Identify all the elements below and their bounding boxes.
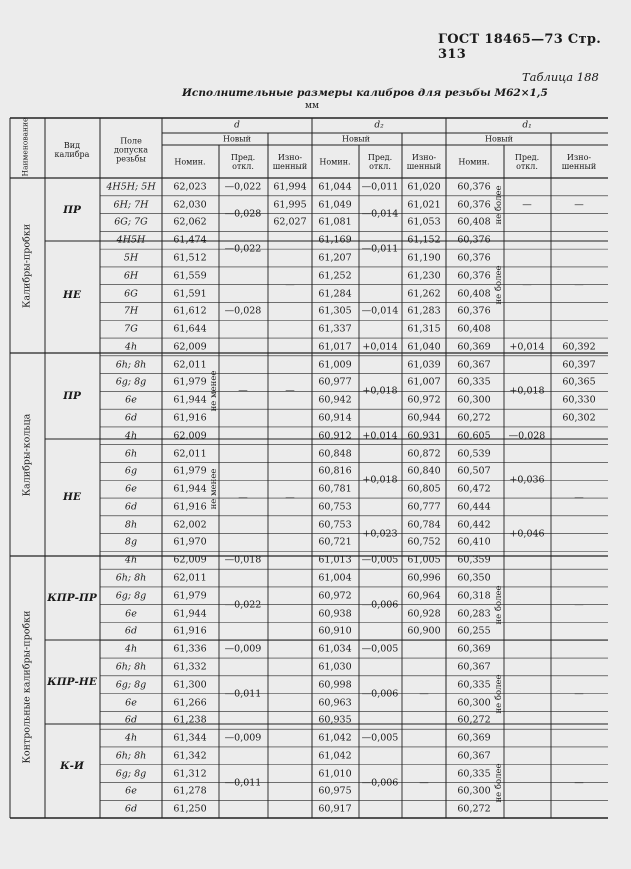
field-cell: 6H (123, 270, 139, 282)
value-cell: 60,539 (457, 448, 491, 460)
dev-cell: +0,046 (509, 528, 545, 540)
value-cell: 60,942 (318, 394, 352, 406)
value-cell: 60,977 (318, 376, 352, 388)
value-cell: 61,979 (173, 590, 207, 602)
col-header-worn: Изно- шенный (272, 153, 308, 171)
value-cell: 61,283 (407, 305, 441, 317)
dash-cell: — (574, 279, 584, 291)
dev-cell: +0,018 (362, 474, 398, 486)
value-cell: 60,605 (457, 430, 491, 442)
value-cell: 61,049 (318, 199, 352, 211)
value-cell: 60,369 (457, 643, 491, 655)
table-title: Исполнительные размеры калибров для резьбы М62×1,5 (182, 87, 548, 99)
field-cell: 6g; 8g (115, 768, 147, 780)
col-header-field: Поле допуска резьбы (113, 136, 149, 164)
value-cell: 60,914 (318, 412, 352, 424)
dev-cell: +0,018 (362, 385, 398, 397)
value-cell: 61,612 (173, 305, 207, 317)
value-cell: 60,848 (318, 448, 352, 460)
value-cell: 60,752 (407, 536, 441, 548)
field-cell: 4h (124, 430, 138, 442)
dev-cell: +0,014 (362, 430, 398, 442)
col-header-d: d (234, 120, 240, 131)
value-cell: 60,781 (318, 483, 352, 495)
dash-cell: — (419, 688, 429, 700)
value-cell: 60,910 (318, 625, 352, 637)
col-header-worn: Изно- шенный (561, 153, 597, 171)
field-cell: 6d (124, 803, 138, 815)
value-cell: 61,979 (173, 376, 207, 388)
field-cell: 6e (125, 697, 137, 708)
kind-cell: КПР-НЕ (47, 676, 97, 688)
value-cell: 60,335 (457, 768, 491, 780)
value-cell: 60,410 (457, 536, 491, 548)
value-cell: 60,300 (457, 697, 491, 708)
field-cell: 4h (124, 554, 138, 566)
field-cell: 6g; 8g (115, 679, 147, 691)
value-cell: 60,255 (457, 625, 491, 637)
field-cell: 4h (124, 732, 138, 744)
dev-cell: +0,014 (362, 341, 398, 353)
kind-cell: ПР (63, 390, 81, 402)
value-cell: 61,916 (173, 625, 207, 637)
field-cell: 7H (123, 305, 139, 317)
dev-cell: —0,006 (361, 599, 399, 611)
col-header-new: Новый (342, 134, 370, 144)
value-cell: 61,021 (407, 199, 441, 211)
value-cell: 62,011 (173, 448, 207, 460)
value-cell: 60,369 (457, 732, 491, 744)
value-cell: 61,312 (173, 768, 207, 780)
value-cell: 60,472 (457, 483, 491, 495)
value-cell: 60,444 (457, 501, 491, 513)
value-cell: 61,169 (318, 234, 352, 246)
value-cell: 61,039 (407, 359, 441, 371)
value-cell: 60,272 (457, 714, 491, 726)
value-cell: 60,367 (457, 359, 491, 371)
dev-cell: —0,006 (361, 777, 399, 789)
value-cell: 60,330 (562, 394, 596, 406)
value-cell: 60,721 (318, 536, 352, 548)
value-cell: 61,262 (407, 288, 441, 300)
value-cell: 61,042 (318, 750, 352, 762)
dev-cell: —0,009 (224, 732, 262, 744)
value-cell: 60,376 (457, 270, 491, 282)
field-cell: 4h (124, 341, 138, 353)
value-cell: 60,777 (407, 501, 441, 513)
value-cell: 61,315 (407, 323, 441, 335)
field-cell: 6e (125, 483, 137, 495)
value-cell: 60,507 (457, 465, 491, 477)
field-cell: 6d (124, 625, 138, 637)
kind-cell: КПР-ПР (47, 592, 97, 604)
value-cell: 61,017 (318, 341, 352, 353)
value-cell: 61,190 (407, 252, 441, 264)
col-header-new: Новый (485, 134, 513, 144)
dev-cell: —0,028 (224, 305, 262, 317)
value-cell: 60,944 (407, 412, 441, 424)
field-cell: 7G (124, 323, 138, 335)
value-cell: 60,350 (457, 572, 491, 584)
col-header-name: Наименование (20, 117, 30, 177)
value-cell: 60,376 (457, 181, 491, 193)
value-cell: 61,995 (273, 199, 307, 211)
dash-cell: — (419, 777, 429, 789)
kind-cell: НЕ (63, 491, 81, 503)
field-cell: 6g; 8g (115, 376, 147, 388)
value-cell: 61,238 (173, 714, 207, 726)
value-cell: 60,376 (457, 252, 491, 264)
dash-cell: — (574, 492, 584, 504)
field-cell: 8g (124, 536, 138, 548)
value-cell: 61,230 (407, 270, 441, 282)
value-cell: 60,300 (457, 394, 491, 406)
value-cell: 62,009 (173, 341, 207, 353)
field-cell: 6e (125, 785, 137, 797)
dash-cell: — (285, 492, 295, 504)
value-cell: 60,367 (457, 661, 491, 673)
value-cell: 61,591 (173, 288, 207, 300)
note-cell: не более (494, 185, 504, 225)
value-cell: 61,278 (173, 785, 207, 797)
field-cell: 6H; 7H (113, 199, 149, 211)
value-cell: 60,392 (562, 341, 596, 353)
value-cell: 60,318 (457, 590, 491, 602)
value-cell: 62,011 (173, 572, 207, 584)
dev-cell: —0,028 (508, 430, 546, 442)
dash-cell: — (238, 385, 248, 397)
group-label: Калибры-кольца (21, 413, 33, 497)
value-cell: 61,559 (173, 270, 207, 282)
field-cell: 6d (124, 714, 138, 726)
value-cell: 62,023 (173, 181, 207, 193)
value-cell: 60,367 (457, 750, 491, 762)
value-cell: 60,335 (457, 376, 491, 388)
field-cell: 4h (124, 643, 138, 655)
value-cell: 61,030 (318, 661, 352, 673)
dash-cell: — (522, 199, 532, 211)
dev-cell: +0,018 (509, 385, 545, 397)
value-cell: 60,935 (318, 714, 352, 726)
field-cell: 6G; 7G (114, 216, 148, 228)
field-cell: 6e (125, 608, 137, 620)
group-label: Калибры-пробки (21, 223, 33, 309)
dev-cell: —0,011 (224, 688, 262, 700)
value-cell: 60,805 (407, 483, 441, 495)
page-header: ГОСТ 18465—73 Стр. 313 (438, 32, 602, 62)
dev-cell: —0,022 (224, 599, 262, 611)
field-cell: 6h; 8h (115, 572, 147, 584)
value-cell: 61,512 (173, 252, 207, 264)
value-cell: 61,207 (318, 252, 352, 264)
value-cell: 61,336 (173, 643, 207, 655)
dash-cell: — (574, 777, 584, 789)
value-cell: 60,300 (457, 785, 491, 797)
value-cell: 60,365 (562, 376, 596, 388)
col-header-dev: Пред. откл. (230, 153, 256, 171)
value-cell: 60,972 (407, 394, 441, 406)
value-cell: 61,284 (318, 288, 352, 300)
value-cell: 61,944 (173, 608, 207, 620)
dash-cell: — (574, 599, 584, 611)
value-cell: 61,034 (318, 643, 352, 655)
value-cell: 62,009 (173, 430, 207, 442)
kind-cell: НЕ (63, 289, 81, 301)
dev-cell: —0,011 (361, 243, 399, 255)
value-cell: 62,009 (173, 554, 207, 566)
dev-cell: —0,011 (224, 777, 262, 789)
col-header-nom: Номин. (319, 157, 351, 167)
field-cell: 6d (124, 412, 138, 424)
col-header-d1: d₁ (522, 120, 532, 131)
dev-cell: +0,014 (509, 341, 545, 353)
table-label: Таблица 188 (522, 70, 599, 84)
value-cell: 60,972 (318, 590, 352, 602)
value-cell: 61,010 (318, 768, 352, 780)
value-cell: 60,369 (457, 341, 491, 353)
value-cell: 60,872 (407, 448, 441, 460)
col-header-nom: Номин. (174, 157, 206, 167)
field-cell: 6d (124, 501, 138, 513)
dev-cell: —0,014 (361, 208, 399, 220)
note-cell: не более (494, 265, 504, 305)
value-cell: 60,272 (457, 803, 491, 815)
dev-cell: —0,011 (361, 181, 399, 193)
value-cell: 60,272 (457, 412, 491, 424)
dev-cell: —0,005 (361, 732, 399, 744)
value-cell: 62,027 (273, 216, 307, 228)
value-cell: 61,944 (173, 394, 207, 406)
value-cell: 60,283 (457, 608, 491, 620)
field-cell: 6h (124, 448, 138, 460)
value-cell: 61,474 (173, 234, 207, 246)
value-cell: 61,979 (173, 465, 207, 477)
dev-cell: —0,005 (361, 554, 399, 566)
value-cell: 61,042 (318, 732, 352, 744)
value-cell: 61,020 (407, 181, 441, 193)
value-cell: 60,335 (457, 679, 491, 691)
dev-cell: +0,036 (509, 474, 545, 486)
field-cell: 8h (124, 519, 138, 531)
value-cell: 62,011 (173, 359, 207, 371)
dev-cell: —0,022 (224, 243, 262, 255)
value-cell: 60,408 (457, 323, 491, 335)
value-cell: 60,376 (457, 305, 491, 317)
dash-cell: — (522, 279, 532, 291)
field-cell: 6h; 8h (115, 359, 147, 371)
value-cell: 61,152 (407, 234, 441, 246)
value-cell: 61,044 (318, 181, 352, 193)
note-cell: не менее (209, 370, 219, 412)
value-cell: 60,996 (407, 572, 441, 584)
field-cell: 6g; 8g (115, 590, 147, 602)
dev-cell: —0,006 (361, 688, 399, 700)
value-cell: 60,928 (407, 608, 441, 620)
value-cell: 60,408 (457, 288, 491, 300)
value-cell: 61,250 (173, 803, 207, 815)
field-cell: 6h; 8h (115, 750, 147, 762)
dev-cell: +0,023 (362, 528, 398, 540)
note-cell: не более (494, 585, 504, 625)
unit-label: мм (305, 101, 320, 111)
note-cell: не более (494, 762, 504, 803)
col-header-worn: Изно- шенный (406, 153, 442, 171)
value-cell: 61,332 (173, 661, 207, 673)
dev-cell: —0,018 (224, 554, 262, 566)
value-cell: 61,342 (173, 750, 207, 762)
value-cell: 60,359 (457, 554, 491, 566)
value-cell: 60,912 (318, 430, 352, 442)
value-cell: 60,816 (318, 465, 352, 477)
field-cell: 6G (124, 288, 138, 300)
dash-cell: — (238, 492, 248, 504)
dash-cell: — (574, 688, 584, 700)
field-cell: 5H (123, 252, 139, 264)
value-cell: 61,081 (318, 216, 352, 228)
value-cell: 61,916 (173, 412, 207, 424)
value-cell: 61,013 (318, 554, 352, 566)
field-cell: 4H5H (116, 234, 146, 246)
field-cell: 6h; 8h (115, 661, 147, 673)
value-cell: 62,030 (173, 199, 207, 211)
value-cell: 60,963 (318, 697, 352, 708)
dev-cell: —0,009 (224, 643, 262, 655)
col-header-kind: Вид калибра (54, 141, 90, 159)
col-header-d2: d₂ (374, 120, 384, 131)
value-cell: 61,337 (318, 323, 352, 335)
value-cell: 61,053 (407, 216, 441, 228)
value-cell: 60,840 (407, 465, 441, 477)
col-header-new: Новый (223, 134, 251, 144)
value-cell: 60,975 (318, 785, 352, 797)
col-header-nom: Номин. (458, 157, 490, 167)
value-cell: 61,300 (173, 679, 207, 691)
dev-cell: —0,005 (361, 643, 399, 655)
kind-cell: К-И (60, 760, 84, 772)
dash-cell: — (285, 385, 295, 397)
value-cell: 61,344 (173, 732, 207, 744)
value-cell: 60,998 (318, 679, 352, 691)
note-cell: не менее (209, 468, 219, 510)
field-cell: 6g (124, 465, 138, 477)
value-cell: 60,964 (407, 590, 441, 602)
value-cell: 60,753 (318, 519, 352, 531)
dev-cell: —0,028 (224, 208, 262, 220)
value-cell: 61,004 (318, 572, 352, 584)
dash-cell: — (285, 279, 295, 291)
value-cell: 60,408 (457, 216, 491, 228)
value-cell: 60,931 (407, 430, 441, 442)
value-cell: 61,644 (173, 323, 207, 335)
value-cell: 62,002 (173, 519, 207, 531)
field-cell: 6e (125, 394, 137, 406)
value-cell: 61,970 (173, 536, 207, 548)
value-cell: 61,252 (318, 270, 352, 282)
note-cell: не более (494, 674, 504, 714)
dev-cell: —0,014 (361, 305, 399, 317)
group-label: Контрольные калибры-пробки (21, 610, 33, 764)
value-cell: 60,917 (318, 803, 352, 815)
value-cell: 62,062 (173, 216, 207, 228)
value-cell: 60,442 (457, 519, 491, 531)
value-cell: 60,938 (318, 608, 352, 620)
value-cell: 60,376 (457, 199, 491, 211)
value-cell: 60,397 (562, 359, 596, 371)
col-header-dev: Пред. откл. (367, 153, 393, 171)
value-cell: 61,994 (273, 181, 307, 193)
dash-cell: — (574, 199, 584, 211)
value-cell: 60,784 (407, 519, 441, 531)
field-cell: 4H5H; 5H (106, 181, 156, 193)
kind-cell: ПР (63, 204, 81, 216)
value-cell: 60,376 (457, 234, 491, 246)
value-cell: 61,944 (173, 483, 207, 495)
value-cell: 60,302 (562, 412, 596, 424)
value-cell: 60,900 (407, 625, 441, 637)
value-cell: 61,040 (407, 341, 441, 353)
value-cell: 61,266 (173, 697, 207, 708)
dev-cell: —0,022 (224, 181, 262, 193)
value-cell: 61,007 (407, 376, 441, 388)
value-cell: 60,753 (318, 501, 352, 513)
value-cell: 61,009 (318, 359, 352, 371)
col-header-dev: Пред. откл. (514, 153, 540, 171)
value-cell: 61,005 (407, 554, 441, 566)
value-cell: 61,305 (318, 305, 352, 317)
value-cell: 61,916 (173, 501, 207, 513)
